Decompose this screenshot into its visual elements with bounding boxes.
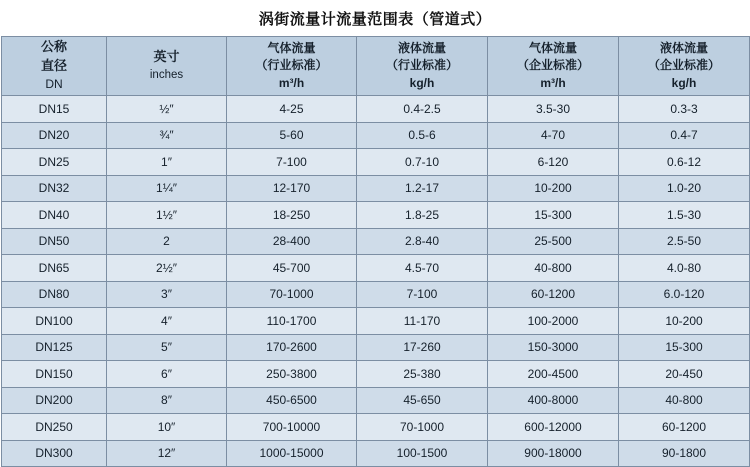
flow-range-table: [1, 36, 750, 467]
cell-gas-flow-industry: 1000-15000: [227, 440, 357, 467]
table-row: [2, 361, 750, 388]
table-row: [2, 228, 750, 255]
cell-liquid-flow-enterprise: 0.4-7: [619, 122, 750, 149]
cell-nominal-diameter: DN250: [2, 414, 107, 441]
cell-liquid-flow-enterprise: 20-450: [619, 361, 750, 388]
header-line-2: 直径: [40, 58, 67, 74]
cell-liquid-flow-industry: 100-1500: [357, 440, 488, 467]
table-row: [2, 122, 750, 149]
cell-liquid-flow-enterprise: 10-200: [619, 308, 750, 335]
cell-gas-flow-industry: 18-250: [227, 202, 357, 229]
page-title: 涡街流量计流量范围表（管道式）: [258, 11, 492, 28]
header-line-2: inches: [149, 69, 184, 82]
cell-liquid-flow-industry: 70-1000: [357, 414, 488, 441]
table-row: [2, 387, 750, 414]
cell-nominal-diameter: DN300: [2, 440, 107, 467]
cell-inches: 6″: [107, 361, 227, 388]
cell-liquid-flow-enterprise: 15-300: [619, 334, 750, 361]
cell-nominal-diameter: DN15: [2, 96, 107, 123]
header-line-1: 气体流量: [267, 40, 316, 55]
cell-inches: ½″: [107, 96, 227, 123]
cell-gas-flow-industry: 28-400: [227, 228, 357, 255]
cell-nominal-diameter: DN40: [2, 202, 107, 229]
cell-gas-flow-industry: 250-3800: [227, 361, 357, 388]
header-line-2: （行业标准）: [255, 58, 328, 73]
cell-nominal-diameter: DN80: [2, 281, 107, 308]
cell-liquid-flow-industry: 0.5-6: [357, 122, 488, 149]
header-line-3: kg/h: [671, 75, 697, 90]
cell-gas-flow-industry: 45-700: [227, 255, 357, 282]
table-row: [2, 255, 750, 282]
cell-inches: 1″: [107, 149, 227, 176]
header-line-3: m³/h: [540, 75, 566, 90]
cell-nominal-diameter: DN50: [2, 228, 107, 255]
table-header-row: [2, 37, 750, 96]
cell-inches: 2: [107, 228, 227, 255]
cell-gas-flow-enterprise: 400-8000: [488, 387, 619, 414]
cell-liquid-flow-enterprise: 0.6-12: [619, 149, 750, 176]
header-line-2: （行业标准）: [385, 58, 458, 73]
cell-liquid-flow-industry: 17-260: [357, 334, 488, 361]
column-header-inches: [107, 37, 227, 96]
cell-gas-flow-enterprise: 6-120: [488, 149, 619, 176]
table-header: [2, 37, 750, 96]
cell-inches: 12″: [107, 440, 227, 467]
cell-liquid-flow-industry: 4.5-70: [357, 255, 488, 282]
cell-inches: 5″: [107, 334, 227, 361]
header-line-1: 英寸: [153, 49, 180, 65]
cell-inches: 1½″: [107, 202, 227, 229]
table-row: [2, 334, 750, 361]
cell-inches: 1¼″: [107, 175, 227, 202]
cell-nominal-diameter: DN20: [2, 122, 107, 149]
cell-gas-flow-enterprise: 200-4500: [488, 361, 619, 388]
cell-gas-flow-enterprise: 4-70: [488, 122, 619, 149]
cell-gas-flow-enterprise: 15-300: [488, 202, 619, 229]
cell-gas-flow-industry: 4-25: [227, 96, 357, 123]
cell-liquid-flow-enterprise: 6.0-120: [619, 281, 750, 308]
cell-nominal-diameter: DN200: [2, 387, 107, 414]
header-line-2: （企业标准）: [647, 58, 720, 73]
cell-gas-flow-enterprise: 100-2000: [488, 308, 619, 335]
header-line-3: DN: [45, 77, 63, 92]
cell-gas-flow-enterprise: 3.5-30: [488, 96, 619, 123]
cell-liquid-flow-enterprise: 0.3-3: [619, 96, 750, 123]
cell-gas-flow-enterprise: 600-12000: [488, 414, 619, 441]
table-row: [2, 281, 750, 308]
cell-gas-flow-industry: 70-1000: [227, 281, 357, 308]
table-row: [2, 440, 750, 467]
column-header-dn: [2, 37, 107, 96]
table-row: [2, 308, 750, 335]
cell-gas-flow-enterprise: 25-500: [488, 228, 619, 255]
table-row: [2, 175, 750, 202]
cell-liquid-flow-enterprise: 1.0-20: [619, 175, 750, 202]
cell-nominal-diameter: DN65: [2, 255, 107, 282]
cell-gas-flow-industry: 700-10000: [227, 414, 357, 441]
cell-liquid-flow-industry: 0.4-2.5: [357, 96, 488, 123]
cell-gas-flow-enterprise: 60-1200: [488, 281, 619, 308]
cell-inches: 2½″: [107, 255, 227, 282]
cell-liquid-flow-industry: 7-100: [357, 281, 488, 308]
cell-liquid-flow-industry: 1.8-25: [357, 202, 488, 229]
cell-inches: 8″: [107, 387, 227, 414]
cell-nominal-diameter: DN150: [2, 361, 107, 388]
cell-liquid-flow-industry: 25-380: [357, 361, 488, 388]
header-line-3: kg/h: [409, 75, 435, 90]
cell-nominal-diameter: DN25: [2, 149, 107, 176]
cell-inches: 4″: [107, 308, 227, 335]
cell-gas-flow-industry: 5-60: [227, 122, 357, 149]
header-line-2: （企业标准）: [516, 58, 589, 73]
cell-gas-flow-enterprise: 150-3000: [488, 334, 619, 361]
cell-inches: ¾″: [107, 122, 227, 149]
cell-liquid-flow-industry: 11-170: [357, 308, 488, 335]
cell-nominal-diameter: DN100: [2, 308, 107, 335]
cell-nominal-diameter: DN32: [2, 175, 107, 202]
cell-liquid-flow-enterprise: 90-1800: [619, 440, 750, 467]
cell-liquid-flow-industry: 0.7-10: [357, 149, 488, 176]
table-row: [2, 96, 750, 123]
cell-gas-flow-industry: 170-2600: [227, 334, 357, 361]
cell-nominal-diameter: DN125: [2, 334, 107, 361]
cell-liquid-flow-enterprise: 1.5-30: [619, 202, 750, 229]
cell-inches: 3″: [107, 281, 227, 308]
column-header-gas-industry: [227, 37, 357, 96]
column-header-liquid-enterprise: [619, 37, 750, 96]
cell-gas-flow-industry: 110-1700: [227, 308, 357, 335]
cell-inches: 10″: [107, 414, 227, 441]
cell-gas-flow-industry: 12-170: [227, 175, 357, 202]
table-row: [2, 149, 750, 176]
cell-liquid-flow-enterprise: 2.5-50: [619, 228, 750, 255]
table-row: [2, 414, 750, 441]
table-body: [2, 96, 750, 467]
cell-gas-flow-industry: 7-100: [227, 149, 357, 176]
cell-gas-flow-enterprise: 40-800: [488, 255, 619, 282]
cell-liquid-flow-enterprise: 40-800: [619, 387, 750, 414]
cell-liquid-flow-enterprise: 4.0-80: [619, 255, 750, 282]
cell-gas-flow-industry: 450-6500: [227, 387, 357, 414]
header-line-1: 公称: [40, 39, 67, 55]
cell-liquid-flow-industry: 2.8-40: [357, 228, 488, 255]
header-line-1: 液体流量: [659, 40, 708, 55]
cell-liquid-flow-enterprise: 60-1200: [619, 414, 750, 441]
cell-liquid-flow-industry: 1.2-17: [357, 175, 488, 202]
table-row: [2, 202, 750, 229]
cell-liquid-flow-industry: 45-650: [357, 387, 488, 414]
column-header-gas-enterprise: [488, 37, 619, 96]
cell-gas-flow-enterprise: 10-200: [488, 175, 619, 202]
header-line-3: m³/h: [278, 75, 305, 90]
header-line-1: 气体流量: [528, 40, 577, 55]
cell-gas-flow-enterprise: 900-18000: [488, 440, 619, 467]
header-line-1: 液体流量: [397, 40, 446, 55]
column-header-liquid-industry: [357, 37, 488, 96]
